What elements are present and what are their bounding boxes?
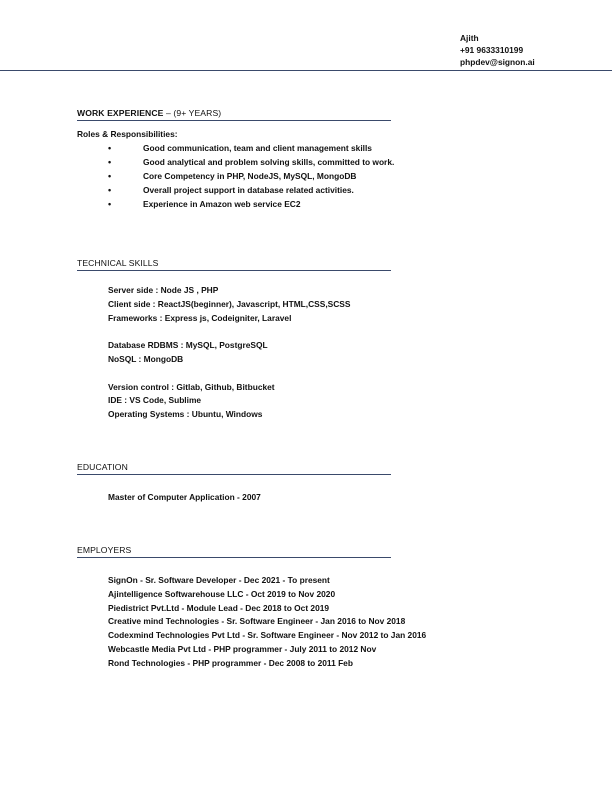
skill-line: NoSQL : MongoDB xyxy=(108,353,184,364)
technical-skills-section xyxy=(77,258,391,271)
contact-email[interactable]: phpdev@signon.ai xyxy=(460,57,535,67)
skill-line: Database RDBMS : MySQL, PostgreSQL xyxy=(108,340,268,351)
roles-label: Roles & Responsibilities: xyxy=(77,128,178,139)
employer-item: Ajintelligence Softwarehouse LLC - Oct 2019 to Nov 2020 xyxy=(108,588,336,599)
contact-block xyxy=(460,32,535,68)
responsibilities-list xyxy=(77,142,395,213)
list-item xyxy=(77,171,391,185)
contact-name: Ajith xyxy=(460,33,479,43)
work-experience-title: WORK EXPERIENCE xyxy=(77,108,164,118)
bullet-icon: • xyxy=(108,156,112,167)
bullet-icon: • xyxy=(108,199,112,210)
employer-item: Piedistrict Pvt.Ltd - Module Lead - Dec 2018 to Oct 2019 xyxy=(108,602,330,613)
bullet-icon: • xyxy=(108,185,112,196)
list-item xyxy=(77,156,395,171)
technical-skills-list xyxy=(108,285,350,423)
employer-item: Codexmind Technologies Pvt Ltd - Sr. Software Engineer - Nov 2012 to Jan 2016 xyxy=(108,630,427,641)
employers-section xyxy=(77,545,391,558)
skill-line: Operating Systems : Ubuntu, Windows xyxy=(108,409,263,420)
employers-list xyxy=(108,575,426,672)
employer-item: SignOn - Sr. Software Developer - Dec 2021 - To present xyxy=(108,575,330,585)
bullet-icon: • xyxy=(108,170,112,181)
responsibility-text: Good communication, team and client management skills xyxy=(143,142,372,153)
employers-heading: EMPLOYERS xyxy=(77,545,391,558)
contact-phone: +91 9633310199 xyxy=(460,45,524,55)
skill-line: IDE : VS Code, Sublime xyxy=(108,395,202,406)
list-item xyxy=(77,143,391,157)
work-experience-heading xyxy=(77,108,391,121)
work-experience-years: – (9+ YEARS) xyxy=(163,108,222,118)
employer-item: Webcastle Media Pvt Ltd - PHP programmer - July 2011 to 2012 Nov xyxy=(108,643,377,654)
education-entry: Master of Computer Application - 2007 xyxy=(108,492,261,502)
work-experience-section xyxy=(77,108,395,213)
skill-line: Client side : ReactJS(beginner), Javascript, HTML,CSS,SCSS xyxy=(108,298,351,309)
responsibility-text: Good analytical and problem solving skills, committed to work. xyxy=(143,156,395,167)
employer-item: Rond Technologies - PHP programmer - Dec 2008 to 2011 Feb xyxy=(108,657,353,668)
bullet-icon: • xyxy=(108,142,112,153)
list-item xyxy=(77,185,391,199)
education-section xyxy=(77,462,391,475)
list-item xyxy=(77,199,391,213)
skill-line: Server side : Node JS , PHP xyxy=(108,285,219,295)
responsibility-text: Core Competency in PHP, NodeJS, MySQL, MongoDB xyxy=(143,170,357,181)
header-divider xyxy=(0,70,612,71)
employer-item: Creative mind Technologies - Sr. Software Engineer - Jan 2016 to Nov 2018 xyxy=(108,616,406,627)
skill-line: Version control : Gitlab, Github, Bitbucket xyxy=(108,381,275,392)
education-list xyxy=(108,492,261,506)
responsibility-text: Experience in Amazon web service EC2 xyxy=(143,199,301,210)
technical-skills-heading: TECHNICAL SKILLS xyxy=(77,258,391,271)
education-heading: EDUCATION xyxy=(77,462,391,475)
skill-line: Frameworks : Express js, Codeigniter, Laravel xyxy=(108,312,292,323)
responsibility-text: Overall project support in database related activities. xyxy=(143,185,354,196)
